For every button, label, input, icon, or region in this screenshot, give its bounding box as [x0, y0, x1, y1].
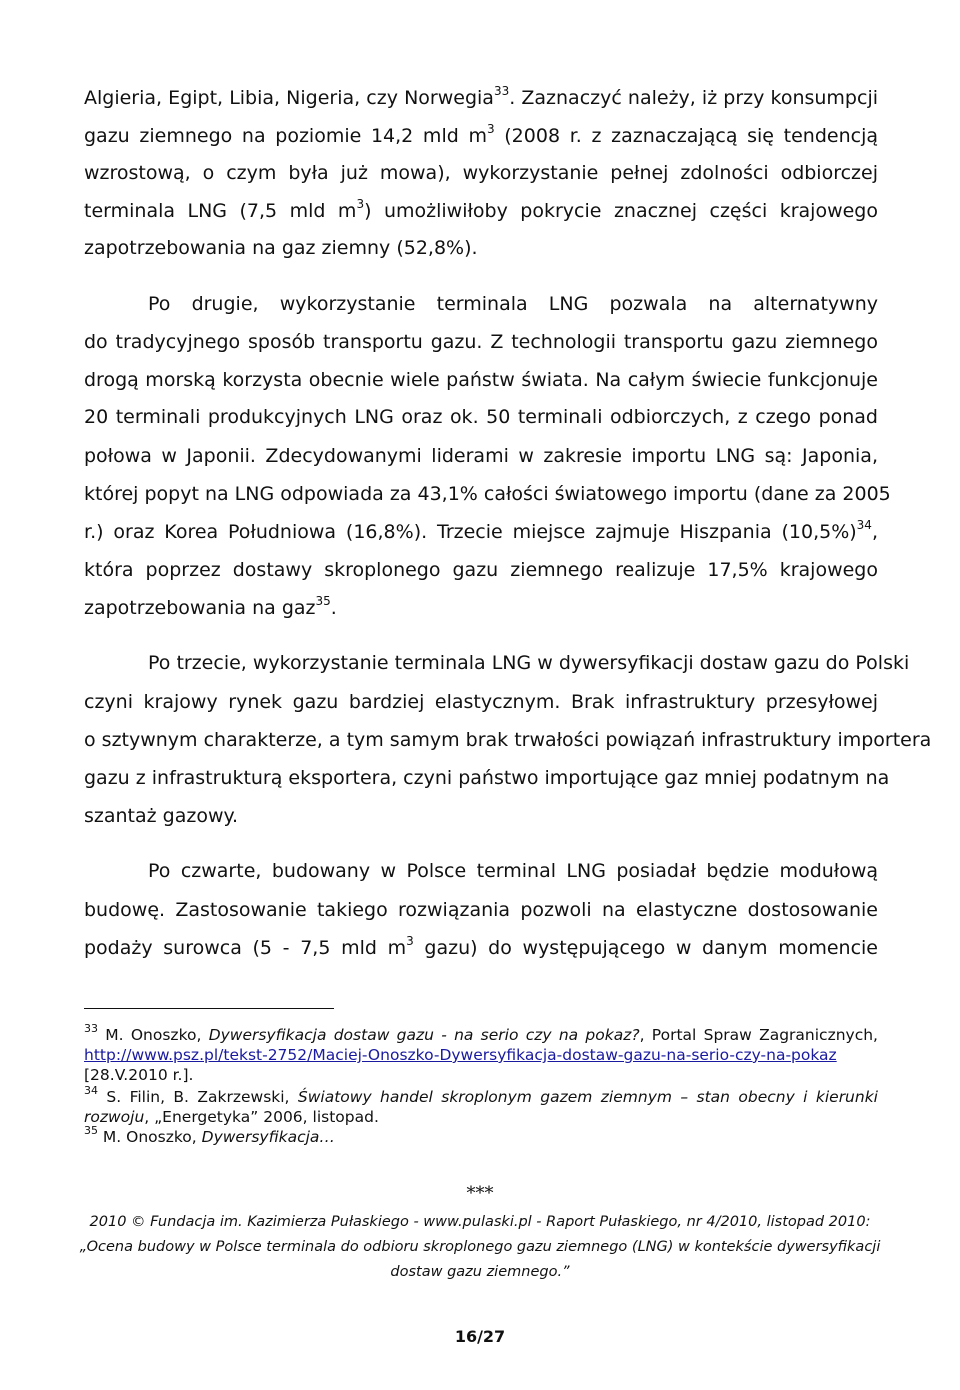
footnote-35: $^{35}$ M. Onoszko, Dywersyfikacja…: [84, 1123, 335, 1146]
superscript: 3: [406, 933, 414, 948]
paragraph-line: Po czwarte, budowany w Polsce terminal LNG posiadał będzie modułową: [148, 860, 878, 882]
superscript: 3: [356, 196, 365, 211]
paragraph-line: zapotrzebowania na gaz ziemny (52,8%).: [84, 237, 478, 259]
footnote-34: $^{34}$ S. Filin, B. Zakrzewski, Światowy handel skroplonym gazem ziemnym – stan obecny i kierunki: [84, 1083, 878, 1106]
paragraph-line: terminala LNG (7,5 mld $m^3$) umożliwiłoby pokrycie znacznej części krajowego: [84, 196, 878, 222]
paragraph-line: Po drugie, wykorzystanie terminala LNG pozwala na alternatywny: [148, 293, 878, 315]
copyright-icon: ©: [131, 1214, 146, 1230]
page-number: 16/27: [454, 1327, 506, 1346]
section-separator: ***: [466, 1183, 494, 1204]
footnote-ref[interactable]: 35: [315, 593, 331, 608]
paragraph-line: Algieria, Egipt, Libia, Nigeria, czy Norwegia$^{33}$. Zaznaczyć należy, iż przy konsumpcji: [84, 83, 879, 109]
footnote-link[interactable]: http://www.psz.pl/tekst-2752/Maciej-Onoszko-Dywersyfikacja-dostaw-gazu-na-serio-czy-na-pokaz: [84, 1046, 837, 1064]
paragraph-line: zapotrzebowania na gaz$^{35}$.: [84, 593, 337, 619]
paragraph-line: której popyt na LNG odpowiada za 43,1% całości światowego importu (dane za 2005: [84, 483, 891, 505]
footnote-33: $^{33}$ M. Onoszko, Dywersyfikacja dostaw gazu - na serio czy na pokaz?, Portal Spraw Zagranicznych,: [84, 1021, 878, 1044]
paragraph-line: Po trzecie, wykorzystanie terminala LNG w dywersyfikacji dostaw gazu do Polski: [148, 652, 910, 674]
paragraph-line: czyni krajowy rynek gazu bardziej elastycznym. Brak infrastruktury przesyłowej: [84, 691, 878, 713]
paragraph-line: 20 terminali produkcyjnych LNG oraz ok. 50 terminali odbiorczych, z czego ponad: [84, 406, 878, 428]
footnote-34-cont: rozwoju, „Energetyka” 2006, listopad.: [84, 1108, 379, 1126]
footnote-separator: [84, 1008, 334, 1009]
paragraph-line: wzrostową, o czym była już mowa), wykorzystanie pełnej zdolności odbiorczej: [84, 162, 878, 184]
paragraph-line: budowę. Zastosowanie takiego rozwiązania pozwoli na elastyczne dostosowanie: [84, 899, 878, 921]
footnote-33-date: [28.V.2010 r.].: [84, 1066, 194, 1084]
paragraph-line: gazu z infrastrukturą eksportera, czyni państwo importujące gaz mniej podatnym na: [84, 767, 890, 789]
footer-line-3: dostaw gazu ziemnego.”: [390, 1264, 570, 1280]
superscript: 3: [486, 121, 495, 136]
paragraph-line: gazu ziemnego na poziomie 14,2 mld $m^3$ (2008 r. z zaznaczającą się tendencją: [84, 121, 878, 147]
paragraph-line: drogą morską korzysta obecnie wiele państw świata. Na całym świecie funkcjonuje: [84, 369, 878, 391]
paragraph-line: która poprzez dostawy skroplonego gazu ziemnego realizuje 17,5% krajowego: [84, 559, 878, 581]
footer-line-2: „Ocena budowy w Polsce terminala do odbioru skroplonego gazu ziemnego (LNG) w kontekście dywersyfikacji: [79, 1239, 881, 1255]
paragraph-line: podaży surowca (5 - 7,5 mld $m^3$ gazu) do występującego w danym momencie: [84, 933, 878, 959]
footnote-33-link-line: [84, 1045, 878, 1065]
footer-line-1: 2010 © Fundacja im. Kazimierza Pułaskiego - www.pulaski.pl - Raport Pułaskiego, nr 4/2010, listopad 2010:: [89, 1214, 871, 1230]
paragraph-line: o sztywnym charakterze, a tym samym brak trwałości powiązań infrastruktury importera: [84, 729, 932, 751]
footnote-ref[interactable]: 33: [493, 83, 510, 98]
paragraph-line: szantaż gazowy.: [84, 805, 239, 827]
footnote-ref[interactable]: 34: [856, 517, 872, 532]
paragraph-line: połowa w Japonii. Zdecydowanymi liderami w zakresie importu LNG są: Japonia,: [84, 445, 878, 467]
paragraph-line: r.) oraz Korea Południowa (16,8%). Trzecie miejsce zajmuje Hiszpania $(10,5\%)^{34}$,: [84, 517, 878, 543]
paragraph-line: do tradycyjnego sposób transportu gazu. Z technologii transportu gazu ziemnego: [84, 331, 878, 353]
